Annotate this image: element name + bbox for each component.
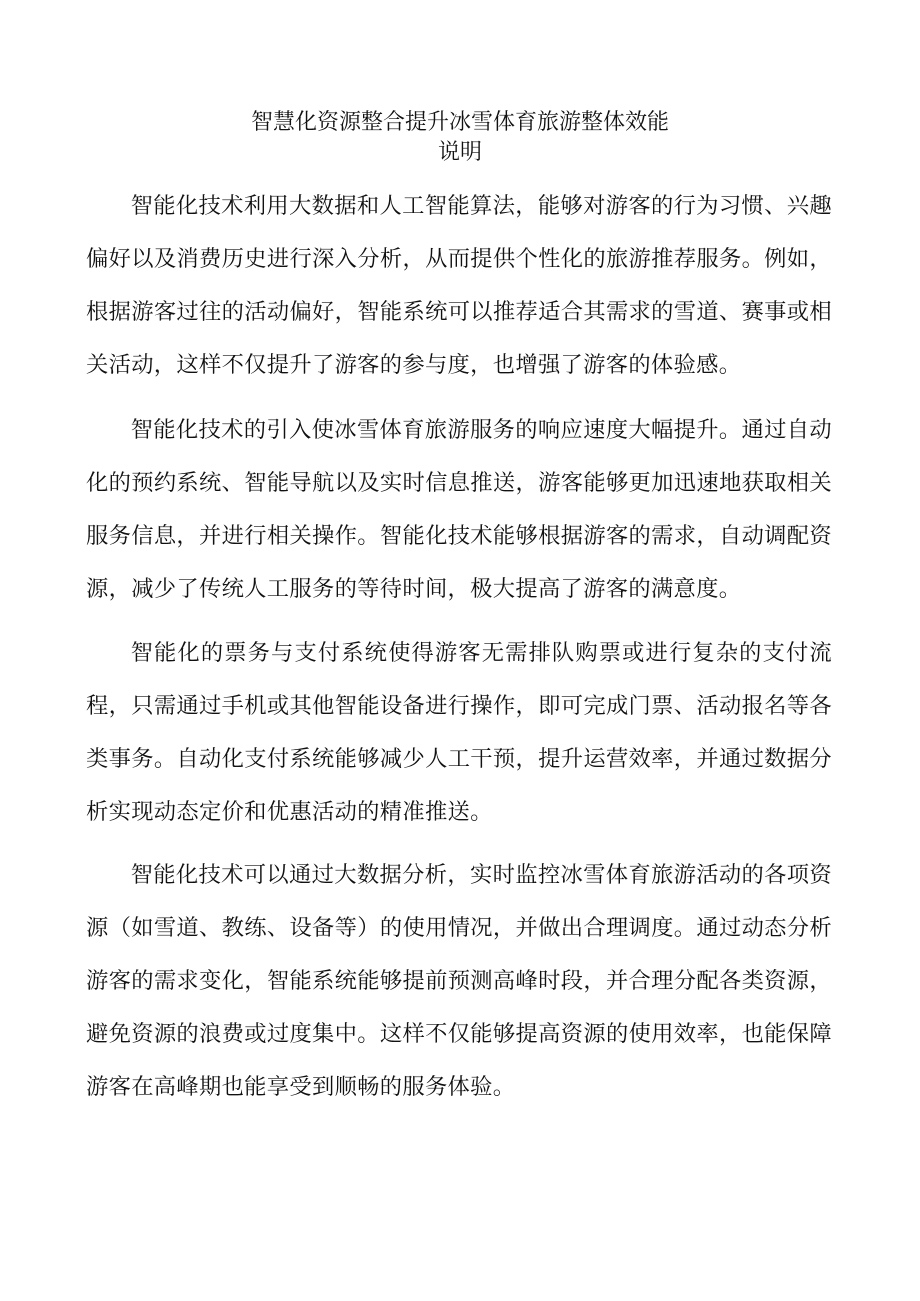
paragraph-2: 智能化技术的引入使冰雪体育旅游服务的响应速度大幅提升。通过自动化的预约系统、智能导航以及实时信息推送，游客能够更加迅速地获取相关服务信息，并进行相关操作。智能化技术能够根据游客的需求，自动调配资源，减少了传统人工服务的等待时间，极大提高了游客的满意度。 xyxy=(86,417,832,602)
paragraph-4: 智能化技术可以通过大数据分析，实时监控冰雪体育旅游活动的各项资源（如雪道、教练、设备等）的使用情况，并做出合理调度。通过动态分析游客的需求变化，智能系统能够提前预测高峰时段，并合理分配各类资源，避免资源的浪费或过度集中。这样不仅能够提高资源的使用效率，也能保障游客在高峰期也能享受到顺畅的服务体验。 xyxy=(86,862,832,1100)
paragraph-1: 智能化技术利用大数据和人工智能算法，能够对游客的行为习惯、兴趣偏好以及消费历史进行深入分析，从而提供个性化的旅游推荐服务。例如，根据游客过往的活动偏好，智能系统可以推荐适合其需求的雪道、赛事或相关活动，这样不仅提升了游客的参与度，也增强了游客的体验感。 xyxy=(86,193,832,378)
document-title: 智慧化资源整合提升冰雪体育旅游整体效能 xyxy=(250,110,669,135)
document-subtitle: 说明 xyxy=(437,140,482,165)
paragraph-3: 智能化的票务与支付系统使得游客无需排队购票或进行复杂的支付流程，只需通过手机或其他智能设备进行操作，即可完成门票、活动报名等各类事务。自动化支付系统能够减少人工干预，提升运营效率，并通过数据分析实现动态定价和优惠活动的精准推送。 xyxy=(86,640,832,825)
